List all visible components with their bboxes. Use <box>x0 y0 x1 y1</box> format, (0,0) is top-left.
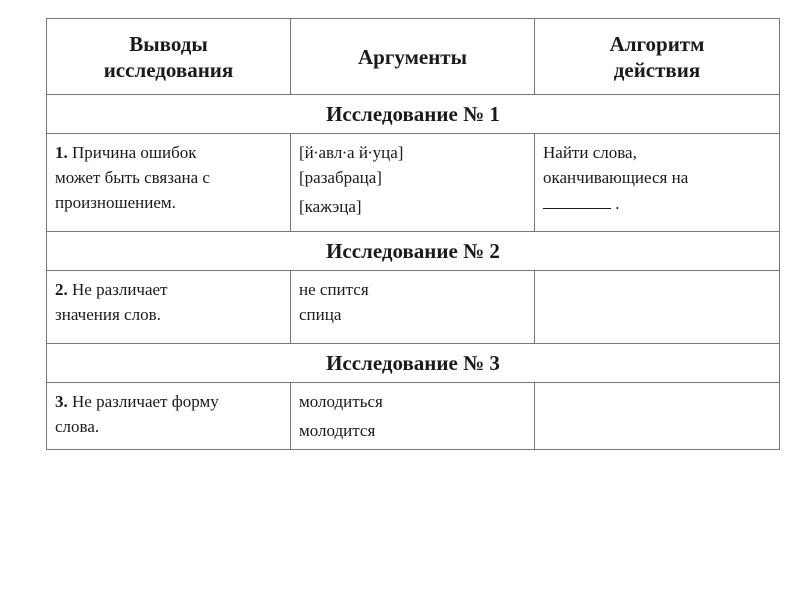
arguments-cell <box>291 383 535 450</box>
conclusion-text: Причина ошибок <box>72 143 197 162</box>
algorithm-cell <box>535 271 780 344</box>
header-conclusions-line: Выводы <box>129 31 208 56</box>
algorithm-cell <box>535 134 780 232</box>
conclusion-text: Не различает <box>72 280 168 299</box>
argument-text: [разабраца] <box>299 168 382 187</box>
conclusion-text: слова. <box>55 417 100 436</box>
section-title: Исследование № 2 <box>47 232 780 271</box>
argument-text: [кажэца] <box>299 197 362 216</box>
header-conclusions <box>47 19 291 95</box>
header-algorithm <box>535 19 780 95</box>
conclusion-cell <box>47 383 291 450</box>
section-title-row <box>47 95 780 134</box>
section-title-row <box>47 344 780 383</box>
argument-text: молодиться <box>299 392 383 411</box>
table-row <box>47 271 780 344</box>
header-row <box>47 19 780 95</box>
table-row <box>47 383 780 450</box>
research-table <box>46 18 780 450</box>
conclusion-text: произношением. <box>55 193 176 212</box>
header-arguments-line: Аргументы <box>357 44 468 69</box>
arguments-cell <box>291 134 535 232</box>
argument-text: [й·авл·а й·уца] <box>299 143 404 162</box>
algorithm-text: оканчивающиеся на <box>543 168 689 187</box>
table-row <box>47 134 780 232</box>
conclusion-cell <box>47 134 291 232</box>
conclusion-text: Не различает форму <box>72 392 219 411</box>
algorithm-tail: . <box>615 194 620 213</box>
row-number: 2. <box>55 280 68 299</box>
algorithm-text: Найти слова, <box>543 143 637 162</box>
header-arguments <box>291 19 535 95</box>
conclusion-text: может быть связана с <box>55 168 210 187</box>
section-title: Исследование № 3 <box>47 344 780 383</box>
section-title: Исследование № 1 <box>47 95 780 134</box>
header-algorithm-line: Алгоритм <box>609 31 705 56</box>
fill-in-blank <box>543 190 611 209</box>
argument-text: не спится <box>299 280 369 299</box>
row-number: 1. <box>55 143 68 162</box>
row-number: 3. <box>55 392 68 411</box>
conclusion-cell <box>47 271 291 344</box>
header-conclusions-line: исследования <box>103 57 234 82</box>
arguments-cell <box>291 271 535 344</box>
algorithm-cell <box>535 383 780 450</box>
section-title-row <box>47 232 780 271</box>
argument-text: молодится <box>299 421 376 440</box>
conclusion-text: значения слов. <box>55 305 161 324</box>
header-algorithm-line: действия <box>613 57 701 82</box>
argument-text: спица <box>299 305 342 324</box>
